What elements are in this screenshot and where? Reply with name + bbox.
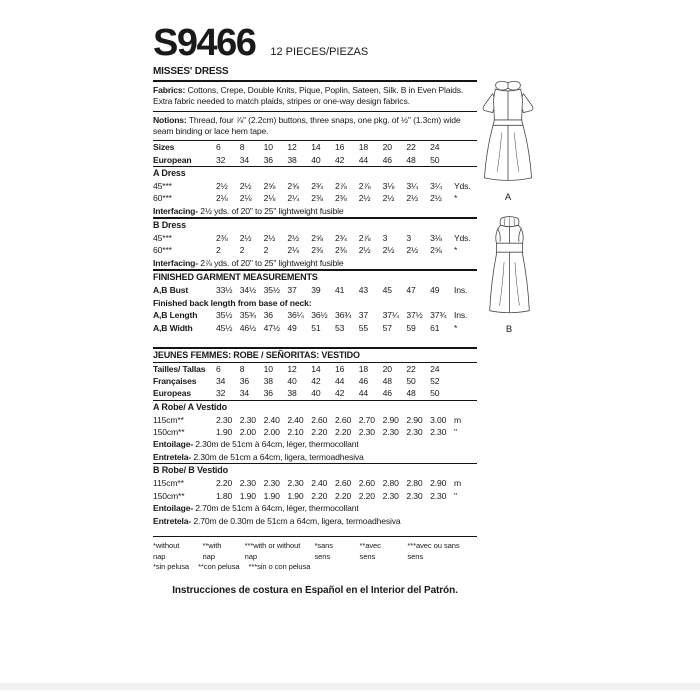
- table-row: [153, 232, 477, 244]
- value-cell: 3.00: [430, 414, 447, 425]
- notions-paragraph: [153, 115, 477, 137]
- finished-bust-table: [153, 284, 477, 296]
- value-cell: 38: [263, 376, 273, 387]
- row-label: 60***: [153, 245, 172, 256]
- row-label: 45***: [153, 180, 172, 191]
- value-cell: 44: [358, 154, 369, 165]
- value-cell: 2⅜: [216, 233, 228, 244]
- value-cell: 46: [382, 388, 392, 399]
- value-cell: 2.90: [430, 478, 447, 489]
- footnote: *without nap: [153, 541, 180, 561]
- value-cell: 3: [406, 233, 412, 244]
- value-cell: 12: [287, 142, 297, 153]
- value-cell: 2½: [358, 245, 371, 256]
- value-cell: 2.00: [263, 426, 280, 437]
- value-cell: 2⅝: [430, 245, 442, 256]
- table-row: [153, 284, 477, 296]
- value-cell: 2.60: [358, 478, 375, 489]
- value-cell: 2.30: [430, 426, 447, 437]
- value-cell: 45½: [216, 322, 233, 333]
- garment-title: MISSES' DRESS: [153, 66, 229, 78]
- value-cell: 2.30: [430, 490, 447, 501]
- value-cell: 2½: [287, 233, 300, 244]
- value-cell: 37: [287, 285, 297, 296]
- value-cell: 2.80: [382, 478, 399, 489]
- value-cell: 1.90: [239, 490, 256, 501]
- footnotes-spanish: [153, 562, 310, 573]
- value-cell: 42: [311, 376, 321, 387]
- value-cell: 34: [239, 388, 250, 399]
- fabrics-label: Fabrics:: [153, 85, 186, 96]
- value-cell: 2.30: [239, 414, 256, 425]
- value-cell: 2.20: [311, 426, 328, 437]
- value-cell: 50: [406, 376, 416, 387]
- b-robe-metric-table: [153, 477, 477, 502]
- value-cell: 2⅛: [216, 193, 228, 204]
- value-cell: 44: [334, 376, 345, 387]
- value-cell: 34: [239, 154, 250, 165]
- value-cell: 24: [430, 363, 440, 374]
- value-cell: 35½: [263, 285, 280, 296]
- table-row: [153, 322, 477, 334]
- row-label: A,B Bust: [153, 285, 189, 296]
- dress-back-view-b-illustration: [487, 214, 532, 321]
- value-cell: 2⅛: [287, 245, 300, 256]
- footnote: ***with or without nap: [244, 541, 301, 561]
- value-cell: 50: [430, 388, 440, 399]
- interfacing-text: 2½ yds. of 20" to 25" lightweight fusible: [198, 205, 344, 216]
- value-cell: 1.80: [216, 490, 233, 501]
- value-cell: 52: [430, 376, 440, 387]
- value-cell: 2.30: [382, 490, 399, 501]
- interfacing-label: Interfacing-: [153, 257, 198, 268]
- value-cell: 2.20: [311, 490, 328, 501]
- value-cell: 44: [358, 388, 369, 399]
- value-cell: 42: [334, 154, 345, 165]
- value-cell: 2½: [358, 193, 371, 204]
- value-cell: 2¼: [287, 193, 300, 204]
- value-cell: 36: [263, 310, 273, 321]
- a-dress-heading: A Dress: [153, 167, 186, 178]
- jeunes-size-table: [153, 363, 477, 400]
- value-cell: 50: [430, 154, 440, 165]
- unit-cell: ": [453, 490, 457, 501]
- value-cell: 43: [358, 285, 369, 296]
- table-row: [153, 192, 477, 204]
- fabrics-paragraph: [153, 85, 477, 107]
- value-cell: 34½: [239, 285, 257, 296]
- value-cell: 2: [263, 245, 269, 256]
- value-cell: 2½: [406, 245, 419, 256]
- entoilage-text: 2.70m de 51cm à 64cm, léger, thermocollant: [193, 503, 359, 514]
- value-cell: 2⅛: [263, 193, 276, 204]
- view-b-figure: [485, 214, 533, 335]
- value-cell: 46: [382, 154, 392, 165]
- value-cell: 2½: [430, 193, 442, 204]
- footnote: **con pelusa: [198, 562, 240, 572]
- unit-cell: [454, 363, 480, 375]
- unit-cell: Ins.: [453, 310, 468, 321]
- value-cell: 10: [263, 363, 273, 374]
- value-cell: 42: [334, 388, 345, 399]
- value-cell: 37½: [406, 310, 423, 321]
- value-cell: 2.80: [406, 478, 423, 489]
- value-cell: 2½: [382, 193, 395, 204]
- value-cell: 2½: [406, 193, 419, 204]
- finished-measurements-heading: FINISHED GARMENT MEASUREMENTS: [153, 272, 318, 283]
- value-cell: 2: [239, 245, 245, 256]
- value-cell: 2⅜: [311, 245, 323, 256]
- unit-cell: m: [453, 414, 461, 425]
- a-dress-yardage-table: [153, 180, 477, 205]
- table-row: [153, 180, 477, 192]
- entoilage-label: Entoilage-: [153, 439, 194, 450]
- b-dress-heading: B Dress: [153, 220, 186, 231]
- value-cell: 2⅝: [263, 180, 276, 191]
- row-label: 150cm**: [153, 490, 185, 501]
- value-cell: 37: [358, 310, 369, 321]
- back-length-note: Finished back length from base of neck:: [153, 297, 312, 308]
- value-cell: 16: [334, 363, 345, 374]
- pattern-number: S9466: [153, 22, 256, 64]
- value-cell: 61: [430, 322, 440, 333]
- unit-cell: Ins.: [453, 285, 468, 296]
- view-b-label: B: [505, 324, 513, 335]
- unit-cell: *: [453, 193, 458, 204]
- entretela-text: 2.70m de 0.30m de 51cm a 64cm, ligera, termoadhesiva: [191, 515, 401, 526]
- value-cell: 14: [311, 142, 321, 153]
- notions-text: Thread, four ⅞" (2.2cm) buttons, three snaps, one pkg. of ½" (1.3cm) wide seam binding or lace hem tape.: [153, 114, 461, 136]
- footnote: ***avec ou sans sens: [407, 541, 460, 561]
- value-cell: 2¾: [311, 180, 323, 191]
- b-robe-heading: B Robe/ B Vestido: [153, 465, 228, 476]
- row-label: 60***: [153, 193, 172, 204]
- jeunes-femmes-heading: JEUNES FEMMES: ROBE / SEÑORITAS: VESTIDO: [153, 349, 360, 360]
- value-cell: 2.30: [263, 478, 280, 489]
- value-cell: 20: [382, 142, 392, 153]
- size-table: [153, 141, 477, 166]
- value-cell: 14: [311, 363, 321, 374]
- value-cell: 2⅝: [311, 233, 323, 244]
- a-interfacing-note: [153, 205, 477, 218]
- value-cell: 8: [239, 363, 245, 374]
- value-cell: 2.60: [334, 414, 352, 425]
- dress-back-view-a-illustration: [479, 78, 537, 189]
- divider: [153, 536, 477, 537]
- content-column: [153, 22, 477, 597]
- footnotes-english: [153, 541, 314, 562]
- value-cell: 35½: [216, 310, 233, 321]
- unit-cell: Yds.: [453, 180, 471, 191]
- value-cell: 2.40: [311, 478, 328, 489]
- value-cell: 57: [382, 322, 392, 333]
- entoilage-text: 2.30m de 51cm à 64cm, léger, thermocollant: [193, 439, 359, 450]
- value-cell: 36½: [311, 310, 328, 321]
- entretela-label: Entretela-: [153, 451, 192, 462]
- row-label: 115cm**: [153, 414, 184, 425]
- value-cell: 37¾: [430, 310, 447, 321]
- value-cell: 39: [311, 285, 321, 296]
- value-cell: 2.30: [358, 426, 375, 437]
- a-robe-heading: A Robe/ A Vestido: [153, 401, 227, 412]
- value-cell: 36: [263, 388, 273, 399]
- value-cell: 48: [406, 388, 416, 399]
- value-cell: 6: [216, 142, 221, 153]
- value-cell: 40: [287, 376, 297, 387]
- table-row: [153, 477, 477, 489]
- a-entretela-note: [153, 451, 477, 464]
- value-cell: 2⅜: [334, 245, 347, 256]
- value-cell: 2½: [239, 233, 252, 244]
- value-cell: 47½: [263, 322, 280, 333]
- value-cell: 16: [334, 142, 345, 153]
- table-row: [153, 426, 477, 438]
- value-cell: 2.30: [382, 426, 399, 437]
- value-cell: 51: [311, 322, 321, 333]
- row-label: 45***: [153, 233, 172, 244]
- value-cell: 2.70: [358, 414, 375, 425]
- value-cell: 40: [311, 154, 321, 165]
- table-row: [153, 309, 477, 321]
- footnote: **avec sens: [359, 541, 381, 561]
- value-cell: 1.90: [263, 490, 280, 501]
- value-cell: 18: [358, 142, 369, 153]
- value-cell: 59: [406, 322, 416, 333]
- table-row: [153, 363, 477, 375]
- unit-cell: [454, 375, 480, 387]
- row-label: A,B Length: [153, 310, 198, 321]
- footnotes-french: [314, 541, 477, 562]
- unit-cell: *: [453, 245, 458, 256]
- value-cell: 2½: [263, 233, 276, 244]
- value-cell: 49: [430, 285, 440, 296]
- footnote: ***sin o con pelusa: [248, 562, 311, 572]
- value-cell: 3: [382, 233, 388, 244]
- value-cell: 1.90: [216, 426, 233, 437]
- value-cell: 46½: [239, 322, 257, 333]
- footnote: **with nap: [202, 541, 222, 561]
- value-cell: 2.90: [382, 414, 399, 425]
- table-row: [153, 414, 477, 426]
- view-a-label: A: [504, 192, 512, 203]
- table-row: [153, 490, 477, 502]
- value-cell: 2.60: [334, 478, 352, 489]
- table-row: [153, 244, 477, 256]
- page-bottom-strip: [0, 683, 700, 690]
- a-entoilage-note: [153, 438, 477, 451]
- value-cell: 2½: [239, 180, 252, 191]
- value-cell: 33½: [216, 285, 233, 296]
- value-cell: 2⅞: [358, 233, 371, 244]
- finished-length-width-table: [153, 309, 477, 334]
- value-cell: 38: [287, 154, 297, 165]
- row-label: 150cm**: [153, 426, 185, 437]
- view-a-figure: [477, 78, 539, 203]
- value-cell: 32: [216, 388, 226, 399]
- value-cell: 36: [263, 154, 273, 165]
- value-cell: 24: [430, 142, 440, 153]
- value-cell: 47: [406, 285, 416, 296]
- value-cell: 2.20: [334, 426, 352, 437]
- value-cell: 3⅛: [382, 180, 395, 191]
- value-cell: 2.10: [287, 426, 304, 437]
- value-cell: 10: [263, 142, 273, 153]
- b-interfacing-note: [153, 257, 477, 270]
- value-cell: 2⅜: [311, 193, 323, 204]
- unit-cell: *: [453, 322, 458, 333]
- value-cell: 2.30: [287, 478, 304, 489]
- spacer: [153, 334, 477, 347]
- value-cell: 41: [334, 285, 345, 296]
- entretela-label: Entretela-: [153, 515, 192, 526]
- spacer: [153, 527, 477, 536]
- header: [153, 22, 477, 64]
- value-cell: 2: [216, 245, 221, 256]
- value-cell: 12: [287, 363, 297, 374]
- entretela-text: 2.30m de 51cm a 64cm, ligera, termoadhesiva: [191, 451, 364, 462]
- value-cell: 36: [239, 376, 250, 387]
- value-cell: 37¼: [382, 310, 399, 321]
- value-cell: 36¼: [287, 310, 304, 321]
- value-cell: 2.40: [287, 414, 304, 425]
- interfacing-label: Interfacing-: [153, 205, 198, 216]
- table-row: [153, 387, 477, 399]
- value-cell: 2.30: [406, 426, 423, 437]
- b-dress-yardage-table: [153, 232, 477, 257]
- unit-cell: ": [453, 426, 457, 437]
- value-cell: 38: [287, 388, 297, 399]
- value-cell: 1.90: [287, 490, 304, 501]
- value-cell: 36¾: [334, 310, 352, 321]
- fabrics-text: Cottons, Crepe, Double Knits, Pique, Poplin, Sateen, Silk. B in Even Plaids. Extra fabric needed to match plaids, stripes or one-way design fabrics.: [153, 85, 464, 106]
- value-cell: 2⅝: [287, 180, 300, 191]
- value-cell: 48: [406, 154, 416, 165]
- unit-cell: [454, 387, 480, 399]
- divider: [153, 80, 477, 82]
- value-cell: 46: [358, 376, 369, 387]
- value-cell: 2½: [382, 245, 395, 256]
- value-cell: 2⅞: [358, 180, 371, 191]
- value-cell: 2.20: [216, 478, 233, 489]
- value-cell: 2⅞: [334, 180, 347, 191]
- value-cell: 35¾: [239, 310, 257, 321]
- unit-cell: m: [453, 478, 461, 489]
- row-label: 115cm**: [153, 478, 184, 489]
- value-cell: 40: [311, 388, 321, 399]
- value-cell: 48: [382, 376, 392, 387]
- b-entoilage-note: [153, 502, 477, 515]
- footnote: *sin pelusa: [153, 562, 190, 572]
- value-cell: 53: [334, 322, 345, 333]
- notions-label: Notions:: [153, 114, 187, 125]
- footnote: *sans sens: [314, 541, 333, 561]
- value-cell: 3⅛: [430, 233, 442, 244]
- table-row: [153, 375, 477, 387]
- value-cell: 6: [216, 363, 221, 374]
- value-cell: 2.90: [406, 414, 423, 425]
- table-row: [153, 141, 477, 153]
- entoilage-label: Entoilage-: [153, 503, 194, 514]
- value-cell: 32: [216, 154, 226, 165]
- row-label: Françaises: [153, 376, 197, 387]
- value-cell: 3¼: [406, 180, 419, 191]
- value-cell: 2.00: [239, 426, 256, 437]
- pieces-count-label: 12 PIECES/PIEZAS: [270, 46, 369, 59]
- value-cell: 49: [287, 322, 297, 333]
- value-cell: 55: [358, 322, 369, 333]
- value-cell: 2.20: [334, 490, 352, 501]
- value-cell: 22: [406, 142, 416, 153]
- value-cell: 2¾: [334, 233, 347, 244]
- value-cell: 2⅛: [239, 193, 252, 204]
- value-cell: 45: [382, 285, 392, 296]
- value-cell: 2.30: [216, 414, 233, 425]
- value-cell: 2.30: [406, 490, 423, 501]
- divider: [153, 111, 477, 112]
- value-cell: 2⅜: [334, 193, 347, 204]
- value-cell: 2.40: [263, 414, 280, 425]
- row-label: A,B Width: [153, 322, 193, 333]
- value-cell: 34: [216, 376, 226, 387]
- a-robe-metric-table: [153, 414, 477, 439]
- value-cell: 2.20: [358, 490, 375, 501]
- unit-cell: Yds.: [453, 233, 471, 244]
- b-entretela-note: [153, 515, 477, 528]
- row-label: Sizes: [153, 142, 175, 153]
- value-cell: 8: [239, 142, 245, 153]
- row-label: Tailles/ Tallas: [153, 363, 206, 374]
- row-label: Europeas: [153, 388, 191, 399]
- value-cell: 18: [358, 363, 369, 374]
- value-cell: 20: [382, 363, 392, 374]
- footnotes-row-2: [153, 562, 477, 573]
- value-cell: 22: [406, 363, 416, 374]
- footnotes-row-1: [153, 541, 477, 562]
- row-label: European: [153, 154, 192, 165]
- interfacing-text: 2⅞ yds. of 20" to 25" lightweight fusible: [198, 257, 344, 268]
- table-row: [153, 154, 477, 166]
- spanish-instructions-note: Instrucciones de costura en Español en el Interior del Patrón.: [172, 585, 458, 597]
- value-cell: 2.60: [311, 414, 328, 425]
- value-cell: 3¼: [430, 180, 442, 191]
- value-cell: 2.30: [239, 478, 256, 489]
- value-cell: 2½: [216, 180, 228, 191]
